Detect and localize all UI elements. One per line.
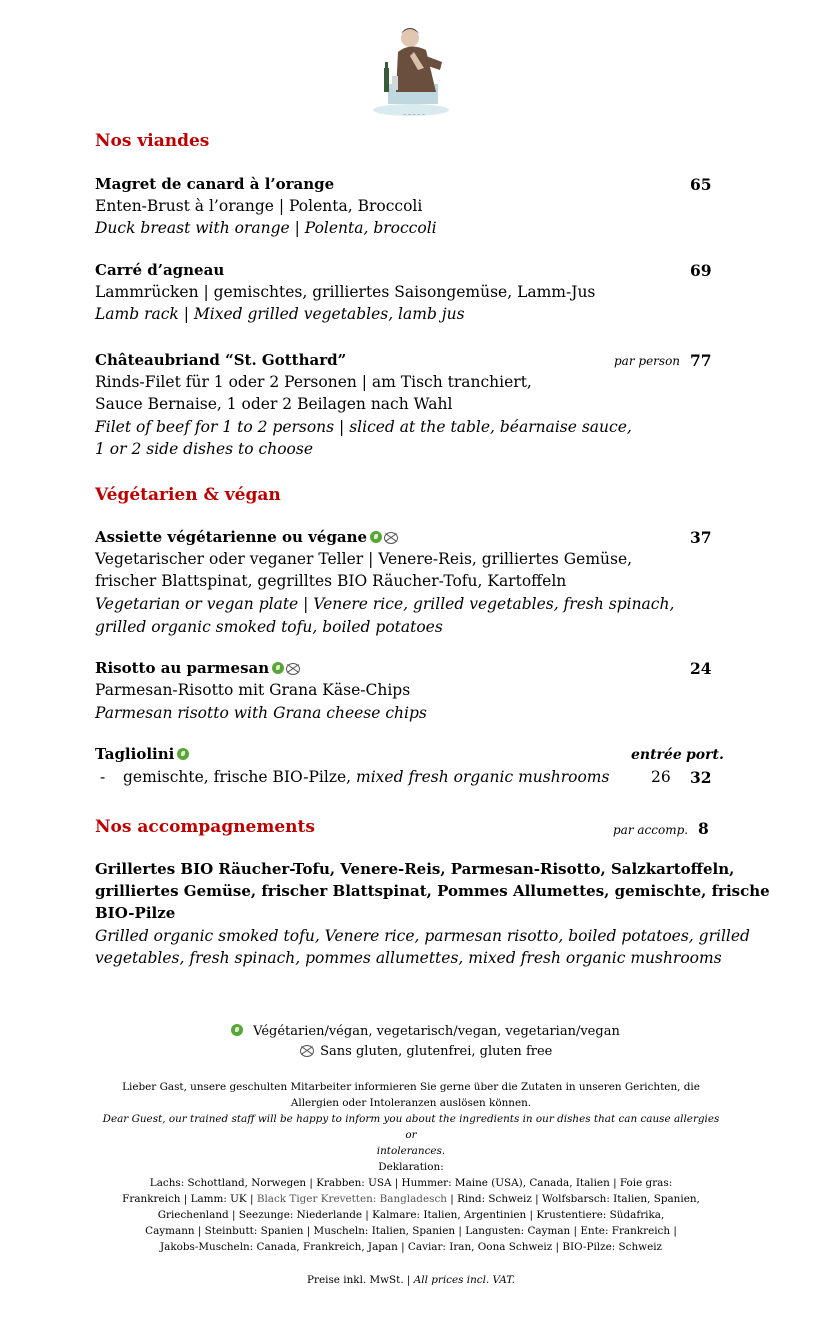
allergy-notice-de-2: Allergien oder Intoleranzen auslösen können. [290,1097,532,1109]
gluten-free-icon [384,532,398,544]
declaration-title: Deklaration: [378,1161,444,1173]
dish-name-lamb: Carré d’agneau [95,261,225,279]
dish-desc-de-duck: Enten-Brust à l’orange | Polenta, Broccoli [95,197,423,215]
logo-caption: ~ ~ ~ ~ ~ [403,112,425,117]
vegetarian-leaf-icon [370,531,382,543]
dish-desc-en-lamb: Lamb rack | Mixed grilled vegetables, lamb jus [95,305,465,323]
dish-price-risotto: 24 [690,659,712,678]
vegetarian-leaf-icon [231,1024,243,1036]
legend-vegetarian-text: Végétarien/végan, vegetarisch/vegan, vegetarian/vegan [253,1024,620,1039]
restaurant-logo-illustration [366,22,456,122]
legend-gluten-free [298,1044,552,1059]
sides-list-de-2: grilliertes Gemüse, frischer Blattspinat, Pommes Allumettes, gemischte, frische [95,882,770,900]
sides-list-de-3: BIO-Pilze [95,904,176,922]
sides-list-en-2: vegetables, fresh spinach, pommes allumettes, mixed fresh organic mushrooms [95,949,722,967]
dish-name-veg-plate-text: Assiette végétarienne ou végane [95,528,368,546]
allergy-notice [96,1079,726,1159]
dish-price-duck: 65 [690,175,712,194]
legend-gluten-free-text: Sans gluten, glutenfrei, gluten free [320,1044,553,1059]
section-title-meats: Nos viandes [95,131,210,151]
dish-desc-de-2-veg-plate: frischer Blattspinat, gegrilltes BIO Räucher-Tofu, Kartoffeln [95,572,567,590]
dish-desc-de-2-chateaubriand: Sauce Bernaise, 1 oder 2 Beilagen nach Wahl [95,395,453,413]
dish-desc-de-1-chateaubriand: Rinds-Filet für 1 oder 2 Personen | am Tisch tranchiert, [95,373,532,391]
sides-price: 8 [698,819,709,838]
vat-footer-de: Preise inkl. MwSt. | [307,1274,411,1286]
declaration-line-4: Caymann | Steinbutt: Spanien | Muscheln: Italien, Spanien | Langusten: Cayman | Ente: Frankreich | [145,1225,677,1237]
declaration-line-2a: Frankreich | Lamm: UK | [122,1193,254,1205]
list-bullet: - [100,768,106,786]
dish-name-veg-plate [95,528,398,546]
declaration-line-2b: Black Tiger Krevetten: Bangladesch [256,1193,447,1205]
dish-desc-de-tagliolini: gemischte, frische BIO-Pilze, [123,768,352,786]
dish-desc-de-1-veg-plate: Vegetarischer oder veganer Teller | Venere-Reis, grilliertes Gemüse, [95,550,633,568]
dish-desc-de-lamb: Lammrücken | gemischtes, grilliertes Saisongemüse, Lamm-Jus [95,283,596,301]
declaration-line-3: Griechenland | Seezunge: Niederlande | Kalmare: Italien, Argentinien | Krustentiere: Südafrika, [157,1209,665,1221]
column-header-portion: port. [686,747,724,763]
allergy-notice-en-2: intolerances. [376,1145,446,1157]
dish-desc-en-2-chateaubriand: 1 or 2 side dishes to choose [95,440,313,458]
declaration-line-1: Lachs: Schottland, Norwegen | Krabben: USA | Hummer: Maine (USA), Canada, Italien | Foie gras: [149,1177,673,1189]
dish-price-entree-tagliolini: 26 [651,768,671,786]
dish-price-portion-tagliolini: 32 [690,768,712,787]
dish-desc-en-duck: Duck breast with orange | Polenta, broccoli [95,219,437,237]
section-title-sides: Nos accompagnements [95,817,315,837]
dish-name-tagliolini-text: Tagliolini [95,745,175,763]
dish-name-risotto [95,659,300,677]
dish-price-veg-plate: 37 [690,528,712,547]
sides-price-note: par accomp. [613,823,689,837]
vegetarian-leaf-icon [177,748,189,760]
dish-name-tagliolini [95,745,189,763]
sides-list-en-1: Grilled organic smoked tofu, Venere rice, parmesan risotto, boiled potatoes, grilled [95,927,750,945]
dish-desc-en-tagliolini: mixed fresh organic mushrooms [356,768,610,786]
dish-name-chateaubriand: Châteaubriand “St. Gotthard” [95,351,347,369]
declaration-line-2 [96,1191,726,1207]
allergy-notice-en-1: Dear Guest, our trained staff will be happy to inform you about the ingredients in our dishes that can cause allergies or [102,1113,720,1141]
declaration-line-5: Jakobs-Muscheln: Canada, Frankreich, Japan | Caviar: Iran, Oona Schweiz | BIO-Pilze: Schweiz [159,1241,663,1253]
allergy-notice-de-1: Lieber Gast, unsere geschulten Mitarbeiter informieren Sie gerne über die Zutaten in unseren Gerichten, die [122,1081,700,1093]
legend-vegetarian [228,1024,620,1039]
vat-footer-en: All prices incl. VAT. [413,1274,515,1286]
gluten-free-icon [286,663,300,675]
dish-desc-en-1-veg-plate: Vegetarian or vegan plate | Venere rice, grilled vegetables, fresh spinach, [95,595,675,613]
dish-price-chateaubriand: 77 [690,351,712,370]
dish-name-risotto-text: Risotto au parmesan [95,659,270,677]
dish-price-lamb: 69 [690,261,712,280]
dish-price-note-chateaubriand: par person [614,354,681,368]
column-header-entree: entrée [631,747,682,763]
dish-desc-tagliolini [123,768,609,786]
dish-desc-en-2-veg-plate: grilled organic smoked tofu, boiled potatoes [95,618,443,636]
gluten-free-icon [300,1045,314,1057]
declaration-line-2c: | Rind: Schweiz | Wolfsbarsch: Italien, Spanien, [450,1193,700,1205]
origin-declaration [96,1159,726,1255]
sides-list-de-1: Grillertes BIO Räucher-Tofu, Venere-Reis, Parmesan-Risotto, Salzkartoffeln, [95,860,735,878]
vegetarian-leaf-icon [272,662,284,674]
dish-desc-de-risotto: Parmesan-Risotto mit Grana Käse-Chips [95,681,411,699]
dish-name-duck: Magret de canard à l’orange [95,175,335,193]
vat-footer [96,1272,726,1288]
section-title-vegetarian: Végétarien & végan [95,485,281,505]
dish-desc-en-risotto: Parmesan risotto with Grana cheese chips [95,704,427,722]
dish-desc-en-1-chateaubriand: Filet of beef for 1 to 2 persons | sliced at the table, béarnaise sauce, [95,418,632,436]
